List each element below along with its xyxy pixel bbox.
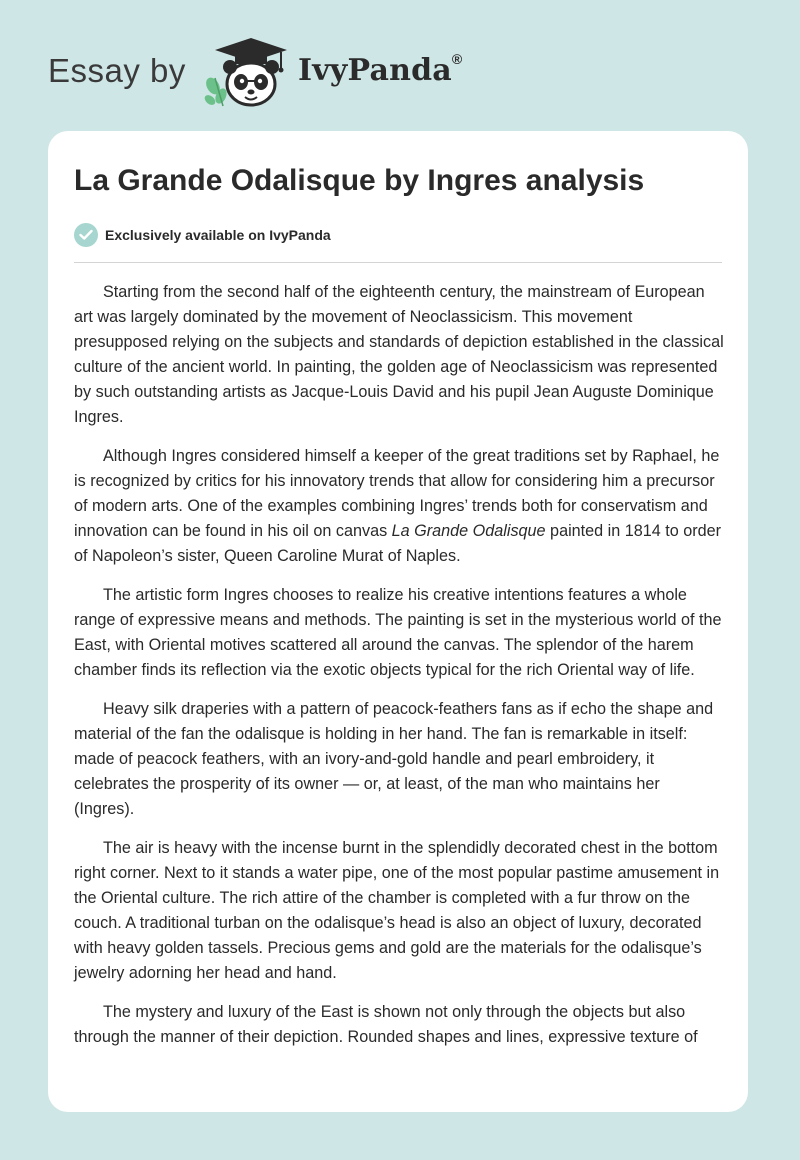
paragraph: Heavy silk draperies with a pattern of peacock-feathers fans as if echo the shape and material of the fan the odalisque is holding in her hand. The fan is remarkable in itself: made of peacock feathers, with an ivory-and-gold handle and pearl embroidery, it celebrates the prosperity of its owner — or, at least, of the man who maintains her (Ingres). <box>74 700 714 818</box>
painting-title: La Grande Odalisque <box>391 522 546 540</box>
brand-name[interactable]: IvyPanda® <box>298 51 463 88</box>
check-icon <box>74 223 98 247</box>
essay-by-label: Essay by <box>48 52 186 89</box>
paragraph: The artistic form Ingres chooses to realize his creative intentions features a whole range of expressive means and methods. The painting is set in the mysterious world of the East, with Oriental motives scattered all around the canvas. The splendor of the harem chamber finds its reflection via the exotic objects typical for the rich Oriental way of life. <box>74 586 722 679</box>
exclusive-badge <box>74 222 331 248</box>
essay-card <box>48 131 748 1112</box>
paragraph: The air is heavy with the incense burnt in the splendidly decorated chest in the bottom right corner. Next to it stands a water pipe, one of the most popular pastime amusement in the Oriental culture. The rich attire of the chamber is completed with a fur throw on the couch. A traditional turban on the odalisque’s head is also an object of luxury, decorated with heavy golden tassels. Precious gems and gold are the materials for the odalisque’s jewelry adorning her head and hand. <box>74 839 720 982</box>
divider <box>74 262 722 263</box>
essay-body <box>74 280 724 1064</box>
paragraph: Starting from the second half of the eighteenth century, the mainstream of European art was largely dominated by the movement of Neoclassicism. This movement presupposed relying on the subjects and standards of depiction established in the classical culture of the ancient world. In painting, the golden age of Neoclassicism was represented by such outstanding artists as Jacque-Louis David and his pupil Jean Auguste Dominique Ingres. <box>74 283 724 426</box>
exclusive-label: Exclusively available on IvyPanda <box>105 227 331 243</box>
paragraph: The mystery and luxury of the East is shown not only through the objects but also through the manner of their depiction. Rounded shapes and lines, expressive texture of <box>74 1003 698 1046</box>
page-title: La Grande Odalisque by Ingres analysis <box>74 164 645 197</box>
registered-mark: ® <box>451 51 463 67</box>
panda-graduate-icon[interactable] <box>201 34 291 110</box>
site-header <box>48 30 548 110</box>
paragraph: Although Ingres considered himself a keeper of the great traditions set by Raphael, he is recognized by critics for his innovatory trends that allow for considering him a precursor of modern arts. One of the examples combining Ingres’ trends both for conservatism and innovation can be found in his oil on canvas La Grande Odalisque painted in 1814 to order of Napoleon’s sister, Queen Caroline Murat of Naples. <box>74 447 722 565</box>
